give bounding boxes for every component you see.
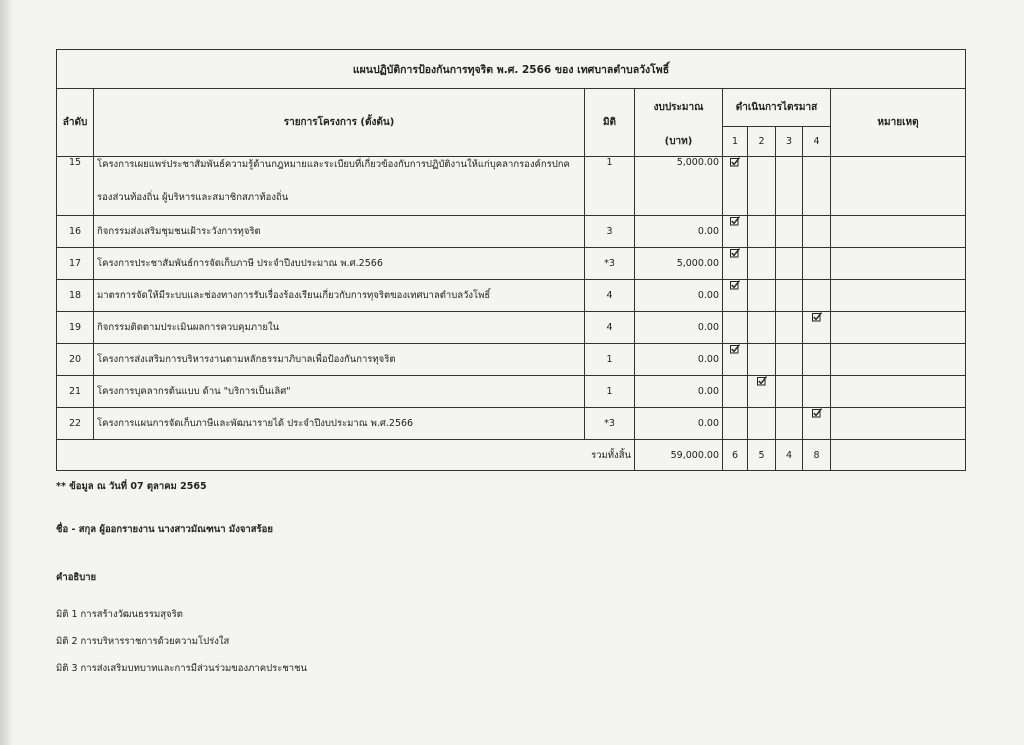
table-row: [57, 216, 966, 248]
table-title: แผนปฏิบัติการป้องกันการทุจริต พ.ศ. 2566 ของ เทศบาลตำบลวังโพธิ์: [57, 50, 966, 89]
project-name-line: โครงการเผยแพร่ประชาสัมพันธ์ความรู้ด้านกฎหมายและระเบียบที่เกี่ยวข้องกับการปฏิบัติงานให้แก่บุคลากรองค์กรปกค: [97, 159, 570, 170]
row-quarter-3: [776, 157, 803, 216]
checkbox-checked-icon: [730, 344, 740, 354]
row-project-name: [94, 312, 585, 344]
row-dimension: *3: [585, 408, 635, 440]
checkbox-checked-icon: [730, 157, 740, 167]
row-remark: [831, 280, 966, 312]
row-quarter-2: [748, 248, 776, 280]
table-row: [57, 312, 966, 344]
checkbox-checked-icon: [730, 216, 740, 226]
row-remark: [831, 376, 966, 408]
table-row: [57, 157, 966, 216]
row-quarter-2: [748, 344, 776, 376]
reporter-note: ชื่อ - สกุล ผู้ออกรายงาน นางสาวมัณฑนา มังจาสร้อย: [56, 524, 273, 535]
row-dimension: 1: [585, 376, 635, 408]
checkbox-checked-icon: [730, 280, 740, 290]
header-budget: งบประมาณ: [635, 89, 723, 127]
row-quarter-3: [776, 248, 803, 280]
header-order: ลำดับ: [57, 89, 94, 157]
data-date-note: ** ข้อมูล ณ วันที่ 07 ตุลาคม 2565: [56, 481, 207, 492]
row-quarter-2: [748, 157, 776, 216]
row-dimension: 1: [585, 157, 635, 216]
row-quarter-3: [776, 312, 803, 344]
row-quarter-1: [723, 157, 748, 216]
row-order: 18: [57, 280, 94, 312]
header-project: รายการโครงการ (ตั้งต้น): [94, 89, 585, 157]
project-name-line: รองส่วนท้องถิ่น ผู้บริหารและสมาชิกสภาท้องถิ่น: [97, 192, 289, 203]
row-quarter-2: [748, 216, 776, 248]
row-order: 19: [57, 312, 94, 344]
row-quarter-1: [723, 408, 748, 440]
project-name-line: โครงการแผนการจัดเก็บภาษีและพัฒนารายได้ ประจำปีงบประมาณ พ.ศ.2566: [97, 418, 414, 429]
row-quarter-3: [776, 216, 803, 248]
row-quarter-1: [723, 280, 748, 312]
row-quarter-3: [776, 280, 803, 312]
dimension-1-note: มิติ 1 การสร้างวัฒนธรรมสุจริต: [56, 609, 183, 620]
row-budget: 0.00: [635, 344, 723, 376]
anti-corruption-plan-table: [56, 49, 966, 471]
row-dimension: 4: [585, 280, 635, 312]
project-name-line: มาตรการจัดให้มีระบบและช่องทางการรับเรื่องร้องเรียนเกี่ยวกับการทุจริตของเทศบาลตำบลวังโพธิ์: [97, 290, 491, 301]
table-row: [57, 280, 966, 312]
row-remark: [831, 157, 966, 216]
row-remark: [831, 248, 966, 280]
row-dimension: 1: [585, 344, 635, 376]
row-dimension: 4: [585, 312, 635, 344]
row-budget: 0.00: [635, 408, 723, 440]
row-quarter-1: [723, 248, 748, 280]
project-name-line: โครงการส่งเสริมการบริหารงานตามหลักธรรมาภิบาลเพื่อป้องกันการทุจริต: [97, 354, 396, 365]
header-q1: 1: [723, 127, 748, 157]
table-row: [57, 344, 966, 376]
total-q1: 6: [723, 440, 748, 471]
row-quarter-2: [748, 376, 776, 408]
row-budget: 5,000.00: [635, 157, 723, 216]
row-quarter-2: [748, 280, 776, 312]
row-quarter-4: [803, 344, 831, 376]
row-quarter-3: [776, 344, 803, 376]
row-remark: [831, 216, 966, 248]
total-label: รวมทั้งสิ้น: [57, 440, 635, 471]
total-q4: 8: [803, 440, 831, 471]
header-q4: 4: [803, 127, 831, 157]
row-budget: 0.00: [635, 216, 723, 248]
page-edge-shadow: [0, 0, 14, 745]
row-order: 22: [57, 408, 94, 440]
row-quarter-4: [803, 157, 831, 216]
checkbox-checked-icon: [812, 312, 822, 322]
row-remark: [831, 408, 966, 440]
row-project-name: [94, 248, 585, 280]
row-project-name: [94, 408, 585, 440]
row-dimension: *3: [585, 248, 635, 280]
row-budget: 5,000.00: [635, 248, 723, 280]
row-order: 16: [57, 216, 94, 248]
header-quarter: ดำเนินการไตรมาส: [723, 89, 831, 127]
row-quarter-3: [776, 376, 803, 408]
row-quarter-4: [803, 216, 831, 248]
dimension-2-note: มิติ 2 การบริหารราชการด้วยความโปร่งใส: [56, 636, 230, 647]
table-row: [57, 248, 966, 280]
header-q2: 2: [748, 127, 776, 157]
project-name-line: โครงการประชาสัมพันธ์การจัดเก็บภาษี ประจำปีงบประมาณ พ.ศ.2566: [97, 258, 383, 269]
row-quarter-4: [803, 312, 831, 344]
checkbox-checked-icon: [812, 408, 822, 418]
header-budget-unit: (บาท): [635, 127, 723, 157]
row-project-name: [94, 376, 585, 408]
total-remark: [831, 440, 966, 471]
header-remark: หมายเหตุ: [831, 89, 966, 157]
row-order: 21: [57, 376, 94, 408]
row-dimension: 3: [585, 216, 635, 248]
row-order: 17: [57, 248, 94, 280]
total-q3: 4: [776, 440, 803, 471]
row-budget: 0.00: [635, 376, 723, 408]
total-q2: 5: [748, 440, 776, 471]
dimension-3-note: มิติ 3 การส่งเสริมบทบาทและการมีส่วนร่วมของภาคประชาชน: [56, 663, 308, 674]
table-row: [57, 408, 966, 440]
row-project-name: [94, 280, 585, 312]
table-row: [57, 376, 966, 408]
project-name-line: กิจกรรมส่งเสริมชุมชนเฝ้าระวังการทุจริต: [97, 226, 261, 237]
row-quarter-3: [776, 408, 803, 440]
project-name-line: กิจกรรมติดตามประเมินผลการควบคุมภายใน: [97, 322, 280, 333]
total-budget: 59,000.00: [635, 440, 723, 471]
row-quarter-1: [723, 216, 748, 248]
row-project-name: [94, 157, 585, 216]
row-remark: [831, 344, 966, 376]
row-budget: 0.00: [635, 312, 723, 344]
row-quarter-1: [723, 312, 748, 344]
checkbox-checked-icon: [757, 376, 767, 386]
header-dimension: มิติ: [585, 89, 635, 157]
header-q3: 3: [776, 127, 803, 157]
row-quarter-1: [723, 376, 748, 408]
row-quarter-4: [803, 408, 831, 440]
row-budget: 0.00: [635, 280, 723, 312]
row-order: 15: [57, 157, 94, 216]
row-project-name: [94, 344, 585, 376]
explanation-title: คำอธิบาย: [56, 572, 97, 583]
row-quarter-2: [748, 312, 776, 344]
project-name-line: โครงการบุคลากรต้นแบบ ด้าน "บริการเป็นเลิศ": [97, 386, 291, 397]
row-quarter-4: [803, 248, 831, 280]
row-quarter-2: [748, 408, 776, 440]
checkbox-checked-icon: [730, 248, 740, 258]
row-remark: [831, 312, 966, 344]
row-quarter-1: [723, 344, 748, 376]
row-quarter-4: [803, 376, 831, 408]
row-order: 20: [57, 344, 94, 376]
row-project-name: [94, 216, 585, 248]
row-quarter-4: [803, 280, 831, 312]
